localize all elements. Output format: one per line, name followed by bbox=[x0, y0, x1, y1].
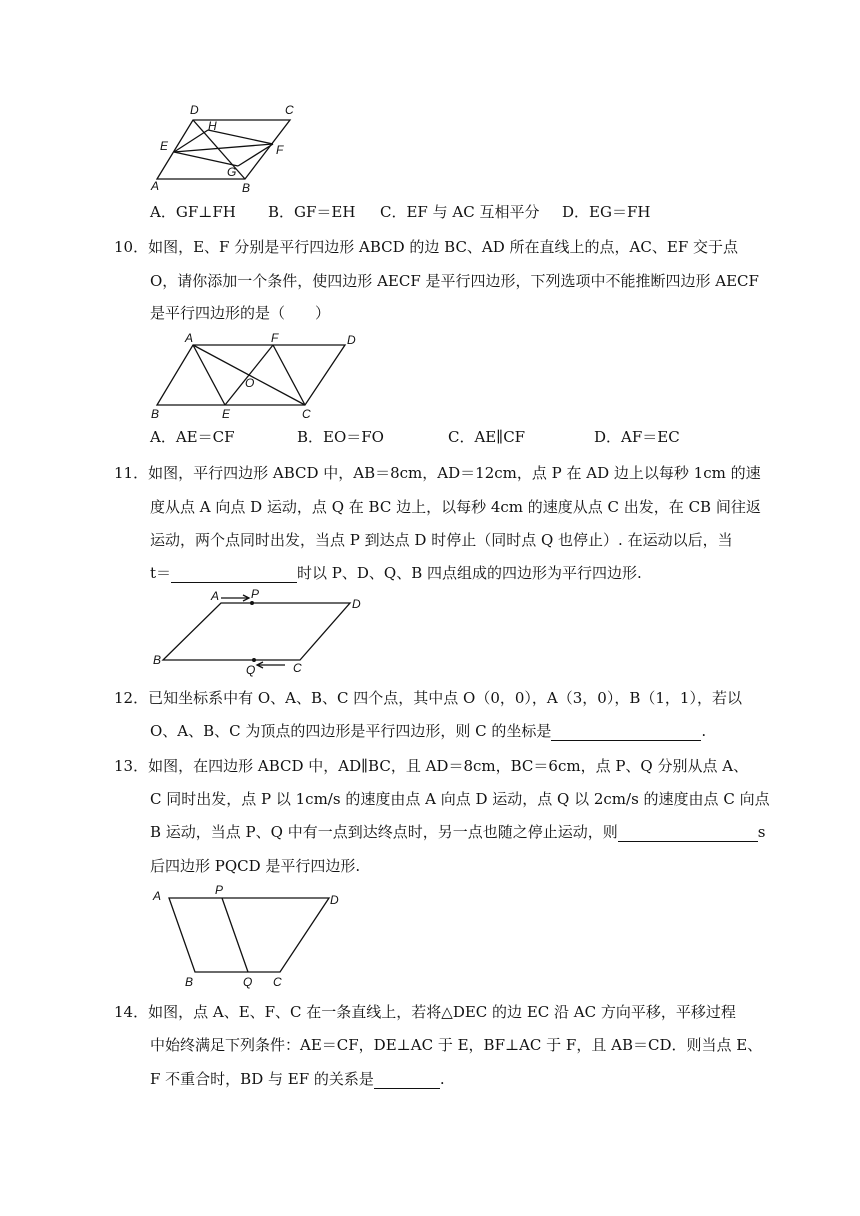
q10-label-c: C bbox=[302, 407, 311, 421]
q9-label-e: E bbox=[160, 139, 169, 153]
q10-text-1: 10．如图，E、F 分别是平行四边形 ABCD 的边 BC、AD 所在直线上的点，AC、EF 交于点 bbox=[114, 238, 738, 256]
q14-suffix: . bbox=[439, 1070, 445, 1088]
q11-prefix: t＝ bbox=[150, 564, 172, 582]
q13-figure bbox=[145, 880, 355, 992]
q10-option-d[interactable]: D．AF＝EC bbox=[594, 428, 680, 446]
q9-option-d[interactable]: D．EG＝FH bbox=[562, 203, 651, 221]
q13-answer-blank[interactable] bbox=[618, 825, 758, 842]
q11-text-4 bbox=[150, 563, 642, 583]
q10-label-b: B bbox=[151, 407, 160, 421]
q10-label-a: A bbox=[185, 331, 194, 345]
q11-label-d: D bbox=[352, 597, 361, 611]
q10-label-f: F bbox=[271, 331, 279, 345]
q9-label-f: F bbox=[276, 143, 284, 157]
q14-text-2: 中始终满足下列条件：AE＝CF，DE⊥AC 于 E，BF⊥AC 于 F，且 AB＝CD．则当点 E、 bbox=[150, 1036, 763, 1054]
q10-label-e: E bbox=[222, 407, 231, 421]
q9-option-a[interactable]: A．GF⊥FH bbox=[150, 203, 236, 221]
q11-figure bbox=[145, 588, 375, 678]
q9-label-g: G bbox=[227, 165, 237, 179]
q12-prefix: O、A、B、C 为顶点的四边形是平行四边形，则 C 的坐标是 bbox=[150, 722, 552, 740]
q9-option-c[interactable]: C．EF 与 AC 互相平分 bbox=[380, 203, 540, 221]
q13-label-q: Q bbox=[243, 975, 253, 989]
q13-label-b: B bbox=[185, 975, 194, 989]
q13-label-a: A bbox=[153, 889, 162, 903]
q12-answer-blank[interactable] bbox=[551, 724, 701, 741]
q10-label-d: D bbox=[347, 333, 356, 347]
q10-label-o: O bbox=[245, 376, 255, 390]
q14-text-1: 14．如图，点 A、E、F、C 在一条直线上，若将△DEC 的边 EC 沿 AC 方向平移，平移过程 bbox=[114, 1003, 736, 1021]
q12-text-2 bbox=[150, 721, 706, 741]
q9-label-h: H bbox=[208, 119, 217, 133]
q12-suffix: . bbox=[701, 722, 707, 740]
q9-label-d: D bbox=[190, 103, 199, 117]
q13-text-2: C 同时出发，点 P 以 1cm/s 的速度由点 A 向点 D 运动，点 Q 以 2cm/s 的速度由点 C 向点 bbox=[150, 790, 770, 808]
q10-text-2: O，请你添加一个条件，使四边形 AECF 是平行四边形，下列选项中不能推断四边形 AECF bbox=[150, 272, 759, 290]
q13-label-d: D bbox=[330, 893, 339, 907]
q11-text-2: 度从点 A 向点 D 运动，点 Q 在 BC 边上，以每秒 4cm 的速度从点 C 出发，在 CB 间往返 bbox=[150, 498, 761, 516]
q13-text-4: 后四边形 PQCD 是平行四边形. bbox=[150, 857, 361, 875]
q11-label-a: A bbox=[211, 589, 220, 603]
q11-label-c: C bbox=[293, 661, 302, 675]
q13-label-p: P bbox=[215, 883, 224, 897]
q13-trapezoid bbox=[169, 898, 329, 972]
q11-text-1: 11．如图，平行四边形 ABCD 中，AB＝8cm，AD＝12cm，点 P 在 AD 边上以每秒 1cm 的速 bbox=[114, 464, 761, 482]
q11-text-3: 运动，两个点同时出发，当点 P 到达点 D 时停止（同时点 Q 也停止）. 在运动以后，当 bbox=[150, 531, 733, 549]
q11-suffix: 时以 P、D、Q、B 四点组成的四边形为平行四边形. bbox=[297, 564, 642, 582]
q11-label-q: Q bbox=[246, 663, 256, 677]
q13-text-1: 13．如图，在四边形 ABCD 中，AD∥BC，且 AD＝8cm，BC＝6cm，点 P、Q 分别从点 A、 bbox=[114, 757, 749, 775]
q10-option-c[interactable]: C．AE∥CF bbox=[448, 428, 526, 446]
q14-prefix: F 不重合时，BD 与 EF 的关系是 bbox=[150, 1070, 374, 1088]
q9-label-b: B bbox=[242, 181, 251, 195]
q9-label-c: C bbox=[285, 103, 294, 117]
q11-answer-blank[interactable] bbox=[171, 566, 297, 583]
q9-figure bbox=[145, 100, 305, 196]
q10-option-b[interactable]: B．EO＝FO bbox=[297, 428, 384, 446]
q13-label-c: C bbox=[273, 975, 282, 989]
q9-option-b[interactable]: B．GF＝EH bbox=[268, 203, 356, 221]
q9-label-a: A bbox=[151, 179, 160, 193]
q10-figure bbox=[145, 330, 365, 422]
q10-parallelogram bbox=[157, 345, 345, 405]
q12-text-1: 12．已知坐标系中有 O、A、B、C 四个点，其中点 O（0，0），A（3，0），B（1，1），若以 bbox=[114, 689, 742, 707]
q10-option-a[interactable]: A．AE＝CF bbox=[150, 428, 235, 446]
q14-text-3 bbox=[150, 1069, 445, 1089]
q13-unit: s bbox=[757, 823, 766, 841]
q11-label-b: B bbox=[153, 653, 162, 667]
q10-text-3: 是平行四边形的是（ ） bbox=[150, 304, 331, 322]
q11-label-p: P bbox=[251, 588, 260, 601]
q14-answer-blank[interactable] bbox=[374, 1072, 440, 1089]
q11-parallelogram bbox=[163, 603, 350, 660]
q13-text-3 bbox=[150, 822, 765, 842]
q13-prefix: B 运动，当点 P、Q 中有一点到达终点时，另一点也随之停止运动，则 bbox=[150, 823, 618, 841]
